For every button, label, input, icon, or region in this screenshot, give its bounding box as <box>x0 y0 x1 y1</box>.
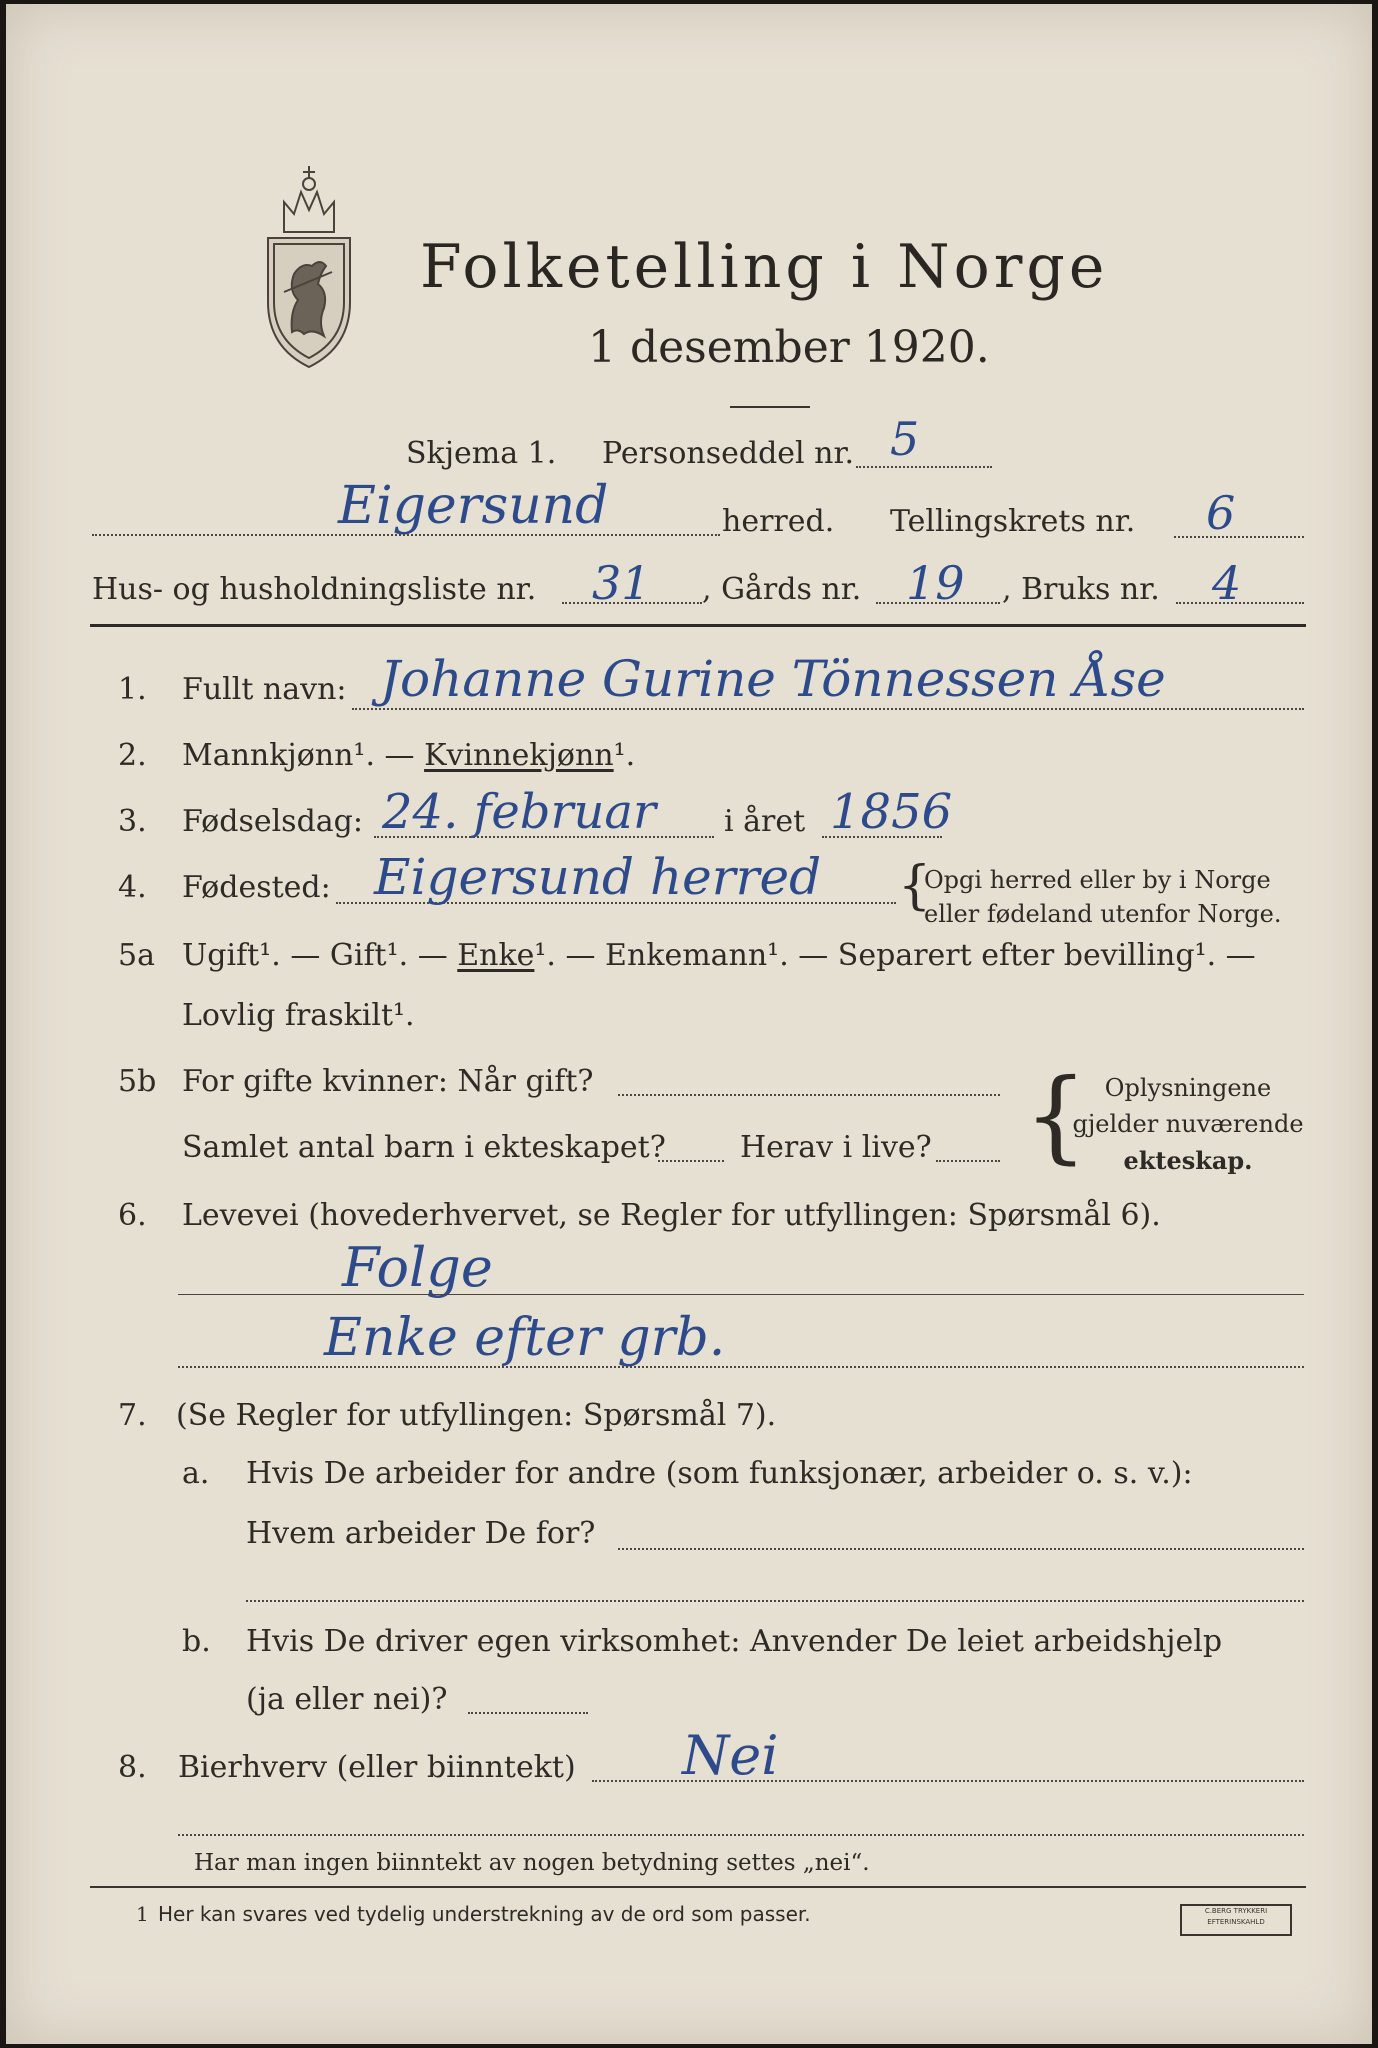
occupation-value-line2: Enke efter grb. <box>324 1308 726 1368</box>
q5b-note-line3: ekteskap. <box>1123 1146 1253 1175</box>
q8-label: Bierhverv (eller biinntekt) <box>178 1750 576 1785</box>
q2-separator: — <box>375 738 425 773</box>
q5a-options <box>182 938 1256 973</box>
q4-note-line1: Opgi herred eller by i Norge <box>924 866 1271 894</box>
birthplace-value: Eigersund herred <box>374 848 822 906</box>
q6-line-2 <box>178 1366 1304 1368</box>
side-income-value: Nei <box>682 1724 779 1787</box>
full-name-value: Johanne Gurine Tönnessen Åse <box>380 650 1166 708</box>
q5a-other-options: — Enkemann¹. — Separert efter bevilling¹. — <box>555 938 1256 973</box>
q4-note-line2: eller fødeland utenfor Norge. <box>924 900 1282 928</box>
q5b-note-line1: Oplysningene <box>1104 1074 1272 1102</box>
hus-label: Hus- og husholdningsliste nr. <box>92 572 537 607</box>
q6-label: Levevei (hovederhvervet, se Regler for utfyllingen: Spørsmål 6). <box>182 1198 1161 1233</box>
q5a-number: 5a <box>118 938 155 973</box>
q7a-line-2 <box>246 1600 1304 1602</box>
q7-number: 7. <box>118 1398 147 1433</box>
q8-number: 8. <box>118 1750 147 1785</box>
q5a-separator-1: — <box>280 938 330 973</box>
enke-option-underlined: Enke <box>457 938 535 973</box>
q7a-line1: Hvis De arbeider for andre (som funksjonær, arbeider o. s. v.): <box>246 1456 1193 1491</box>
q1-label: Fullt navn: <box>182 672 347 707</box>
female-option-underlined: Kvinnekjønn <box>424 738 614 773</box>
tellingskrets-line <box>1174 536 1304 538</box>
gift-option: Gift¹. <box>329 938 409 973</box>
coat-of-arms-icon <box>254 162 364 372</box>
q5b-note-line2: gjelder nuværende <box>1072 1110 1304 1138</box>
ugift-option: Ugift¹. <box>182 938 281 973</box>
q7b-line <box>468 1712 588 1714</box>
q4-brace: { <box>898 856 932 916</box>
q7b-line2: (ja eller nei)? <box>246 1682 448 1717</box>
printer-stamp <box>1180 1904 1292 1936</box>
q7-label: (Se Regler for utfyllingen: Spørsmål 7). <box>176 1398 777 1433</box>
stamp-line-2: EFTERINSKAHLD <box>1207 1918 1265 1926</box>
q2-number: 2. <box>118 738 147 773</box>
bruks-value: 4 <box>1212 556 1242 610</box>
tellingskrets-label: Tellingskrets nr. <box>890 504 1136 539</box>
census-form-page <box>6 4 1372 2044</box>
q5b-children-label: Samlet antal barn i ekteskapet? <box>182 1130 666 1165</box>
header-rule <box>90 624 1306 627</box>
footer-rule <box>90 1886 1306 1888</box>
q1-line <box>352 708 1304 710</box>
q5b-alive-label: Herav i live? <box>740 1130 932 1165</box>
q5b-brace: { <box>1024 1057 1088 1174</box>
q8-line-2 <box>178 1834 1304 1836</box>
hus-value: 31 <box>592 556 651 610</box>
herred-label: herred. <box>722 504 835 539</box>
birthday-value: 24. februar <box>382 784 656 840</box>
schema-label: Skjema 1. <box>406 436 557 471</box>
male-option: Mannkjønn¹. <box>182 738 375 773</box>
personseddel-line <box>856 466 992 468</box>
footer-note: Har man ingen biinntekt av nogen betydning settes „nei“. <box>194 1850 870 1876</box>
q5b-when-label: For gifte kvinner: Når gift? <box>182 1064 594 1099</box>
q3-year-label: i året <box>724 804 806 839</box>
q4-label: Fødested: <box>182 870 331 905</box>
tellingskrets-value: 6 <box>1206 486 1236 540</box>
title-divider <box>730 406 810 408</box>
q5a-line2: Lovlig fraskilt¹. <box>182 998 415 1033</box>
herred-value: Eigersund <box>338 476 609 536</box>
q5a-separator-2: — <box>408 938 458 973</box>
q5a-footnote-mark: ¹. <box>534 938 556 973</box>
q7a-line2: Hvem arbeider De for? <box>246 1516 596 1551</box>
footnote-text: Her kan svares ved tydelig understrekning av de ord som passer. <box>158 1902 811 1926</box>
birth-year-value: 1856 <box>830 784 953 840</box>
q7a-line-1 <box>618 1548 1304 1550</box>
q5b-number: 5b <box>118 1064 157 1099</box>
q2-footnote-mark: ¹. <box>613 738 636 773</box>
occupation-value-line1: Folge <box>342 1236 493 1299</box>
q4-number: 4. <box>118 870 147 905</box>
q5b-children-line <box>658 1160 724 1162</box>
q6-line-1 <box>178 1294 1304 1295</box>
gards-label: , Gårds nr. <box>702 572 862 607</box>
q3-number: 3. <box>118 804 147 839</box>
stamp-line-1: C.BERG TRYKKERI <box>1204 1907 1268 1915</box>
q2-sex-options <box>182 738 635 773</box>
bruks-label: , Bruks nr. <box>1002 572 1160 607</box>
q7b-number: b. <box>182 1624 211 1659</box>
q5b-alive-line <box>936 1160 1000 1162</box>
footnote-number: 1 <box>136 1902 149 1926</box>
q5b-when-line <box>618 1094 1000 1096</box>
form-title: Folketelling i Norge <box>420 232 1109 302</box>
q6-number: 6. <box>118 1198 147 1233</box>
q1-number: 1. <box>118 672 147 707</box>
census-date: 1 desember 1920. <box>588 322 990 373</box>
personseddel-label: Personseddel nr. <box>602 436 855 471</box>
personseddel-value: 5 <box>890 412 920 466</box>
q3-label: Fødselsdag: <box>182 804 363 839</box>
q7b-line1: Hvis De driver egen virksomhet: Anvender De leiet arbeidshjelp <box>246 1624 1223 1659</box>
gards-value: 19 <box>906 556 965 610</box>
q7a-number: a. <box>182 1456 210 1491</box>
